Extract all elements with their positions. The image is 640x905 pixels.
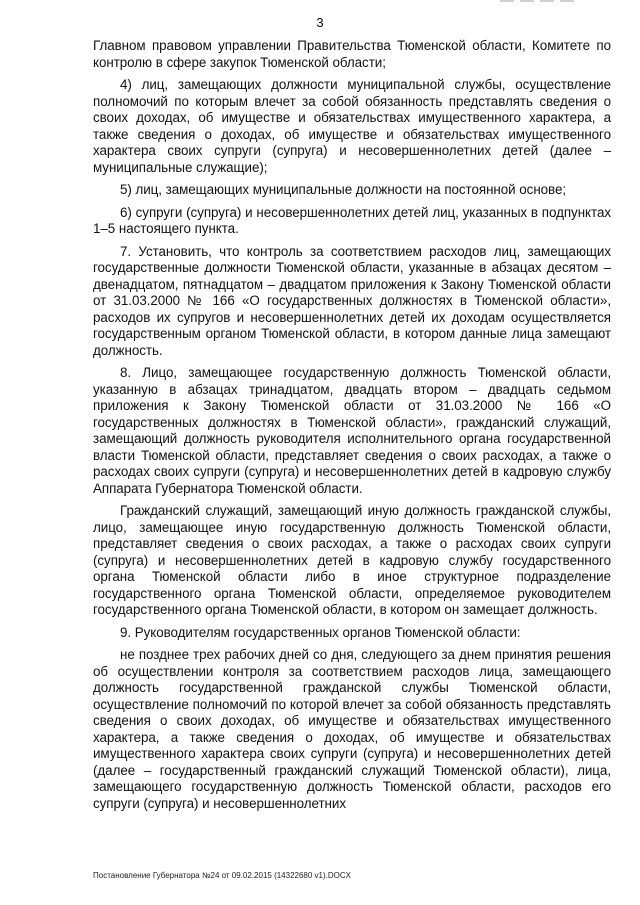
paragraph-section-8: 8. Лицо, замещающее государственную должность Тюменской области, указанную в абзацах тринадцатом, двадцать втором – двадцать седьмом приложения к Закону Тюменской области от 31.03.2000 № 166 «О государственных должностях в Тюменской области», гражданский служащий, замещающий должность руководителя исполнительного органа государственной власти Тюменской области, представляет сведения о своих расходах, а также о расходах своих супруги (супруга) и несовершеннолетних детей в кадровую службу Аппарата Губернатора Тюменской области. (93, 365, 611, 496)
page-number: 3 (316, 15, 324, 30)
paragraph-section-9-text: не позднее трех рабочих дней со дня, следующего за днем принятия решения об осуществлении контроля за соответствием расходов лица, замещающего должность государственной гражданской службы Тюменской области, осуществление полномочий по которой влечет за собой обязанность представлять сведения о своих доходах, об имуществе и обязательствах имущественного характера, а также сведения о доходах, об имуществе и обязательствах имущественного характера своих супруги (супруга) и несовершеннолетних детей (далее – государственный гражданский служащий Тюменской области), лица, замещающего государственную должность Тюменской области, расходов его супруги (супруга) и несовершеннолетних (93, 647, 611, 811)
paragraph-civil-servant: Гражданский служащий, замещающий иную должность гражданской службы, лицо, замещающее иную государственную должность Тюменской области, представляет сведения о своих расходах, а также о расходах своих супруги (супруга) и несовершеннолетних детей в кадровую службу государственного органа Тюменской области либо в иное структурное подразделение государственного органа Тюменской области, определяемое руководителем государственного органа Тюменской области, в котором он замещает должность. (93, 503, 611, 617)
document-body (93, 38, 611, 818)
paragraph-section-7: 7. Установить, что контроль за соответствием расходов лиц, замещающих государственные должности Тюменской области, указанные в абзацах десятом – двенадцатом, пятнадцатом – двадцатом приложения к Закону Тюменской области от 31.03.2000 № 166 «О государственных должностях в Тюменской области», расходов их супругов и несовершеннолетних детей их доходам осуществляется государственным органом Тюменской области, в котором данные лица замещают должность. (93, 243, 611, 358)
document-footer: Постановление Губернатора №24 от 09.02.2015 (14322680 v1).DOCX (93, 871, 351, 880)
paragraph-item-6: 6) супруги (супруга) и несовершеннолетних детей лиц, указанных в подпунктах 1–5 настоящего пункта. (93, 204, 611, 236)
paragraph-item-5: 5) лиц, замещающих муниципальные должности на постоянной основе; (120, 182, 567, 197)
paragraph-continuation: Главном правовом управлении Правительства Тюменской области, Комитете по контролю в сфере закупок Тюменской области; (93, 38, 611, 70)
paragraph-section-9: 9. Руководителям государственных органов Тюменской области: (120, 624, 521, 640)
paragraph-item-4: 4) лиц, замещающих должности муниципальной службы, осуществление полномочий по которым влечет за собой обязанность представлять сведения о своих доходах, об имуществе и обязательствах имущественного характера, а также сведения о доходах, об имуществе и обязательствах имущественного характера своих супруги (супруга) и несовершеннолетних детей (далее – муниципальные служащие); (93, 77, 611, 175)
scan-header-mark (500, 0, 580, 2)
